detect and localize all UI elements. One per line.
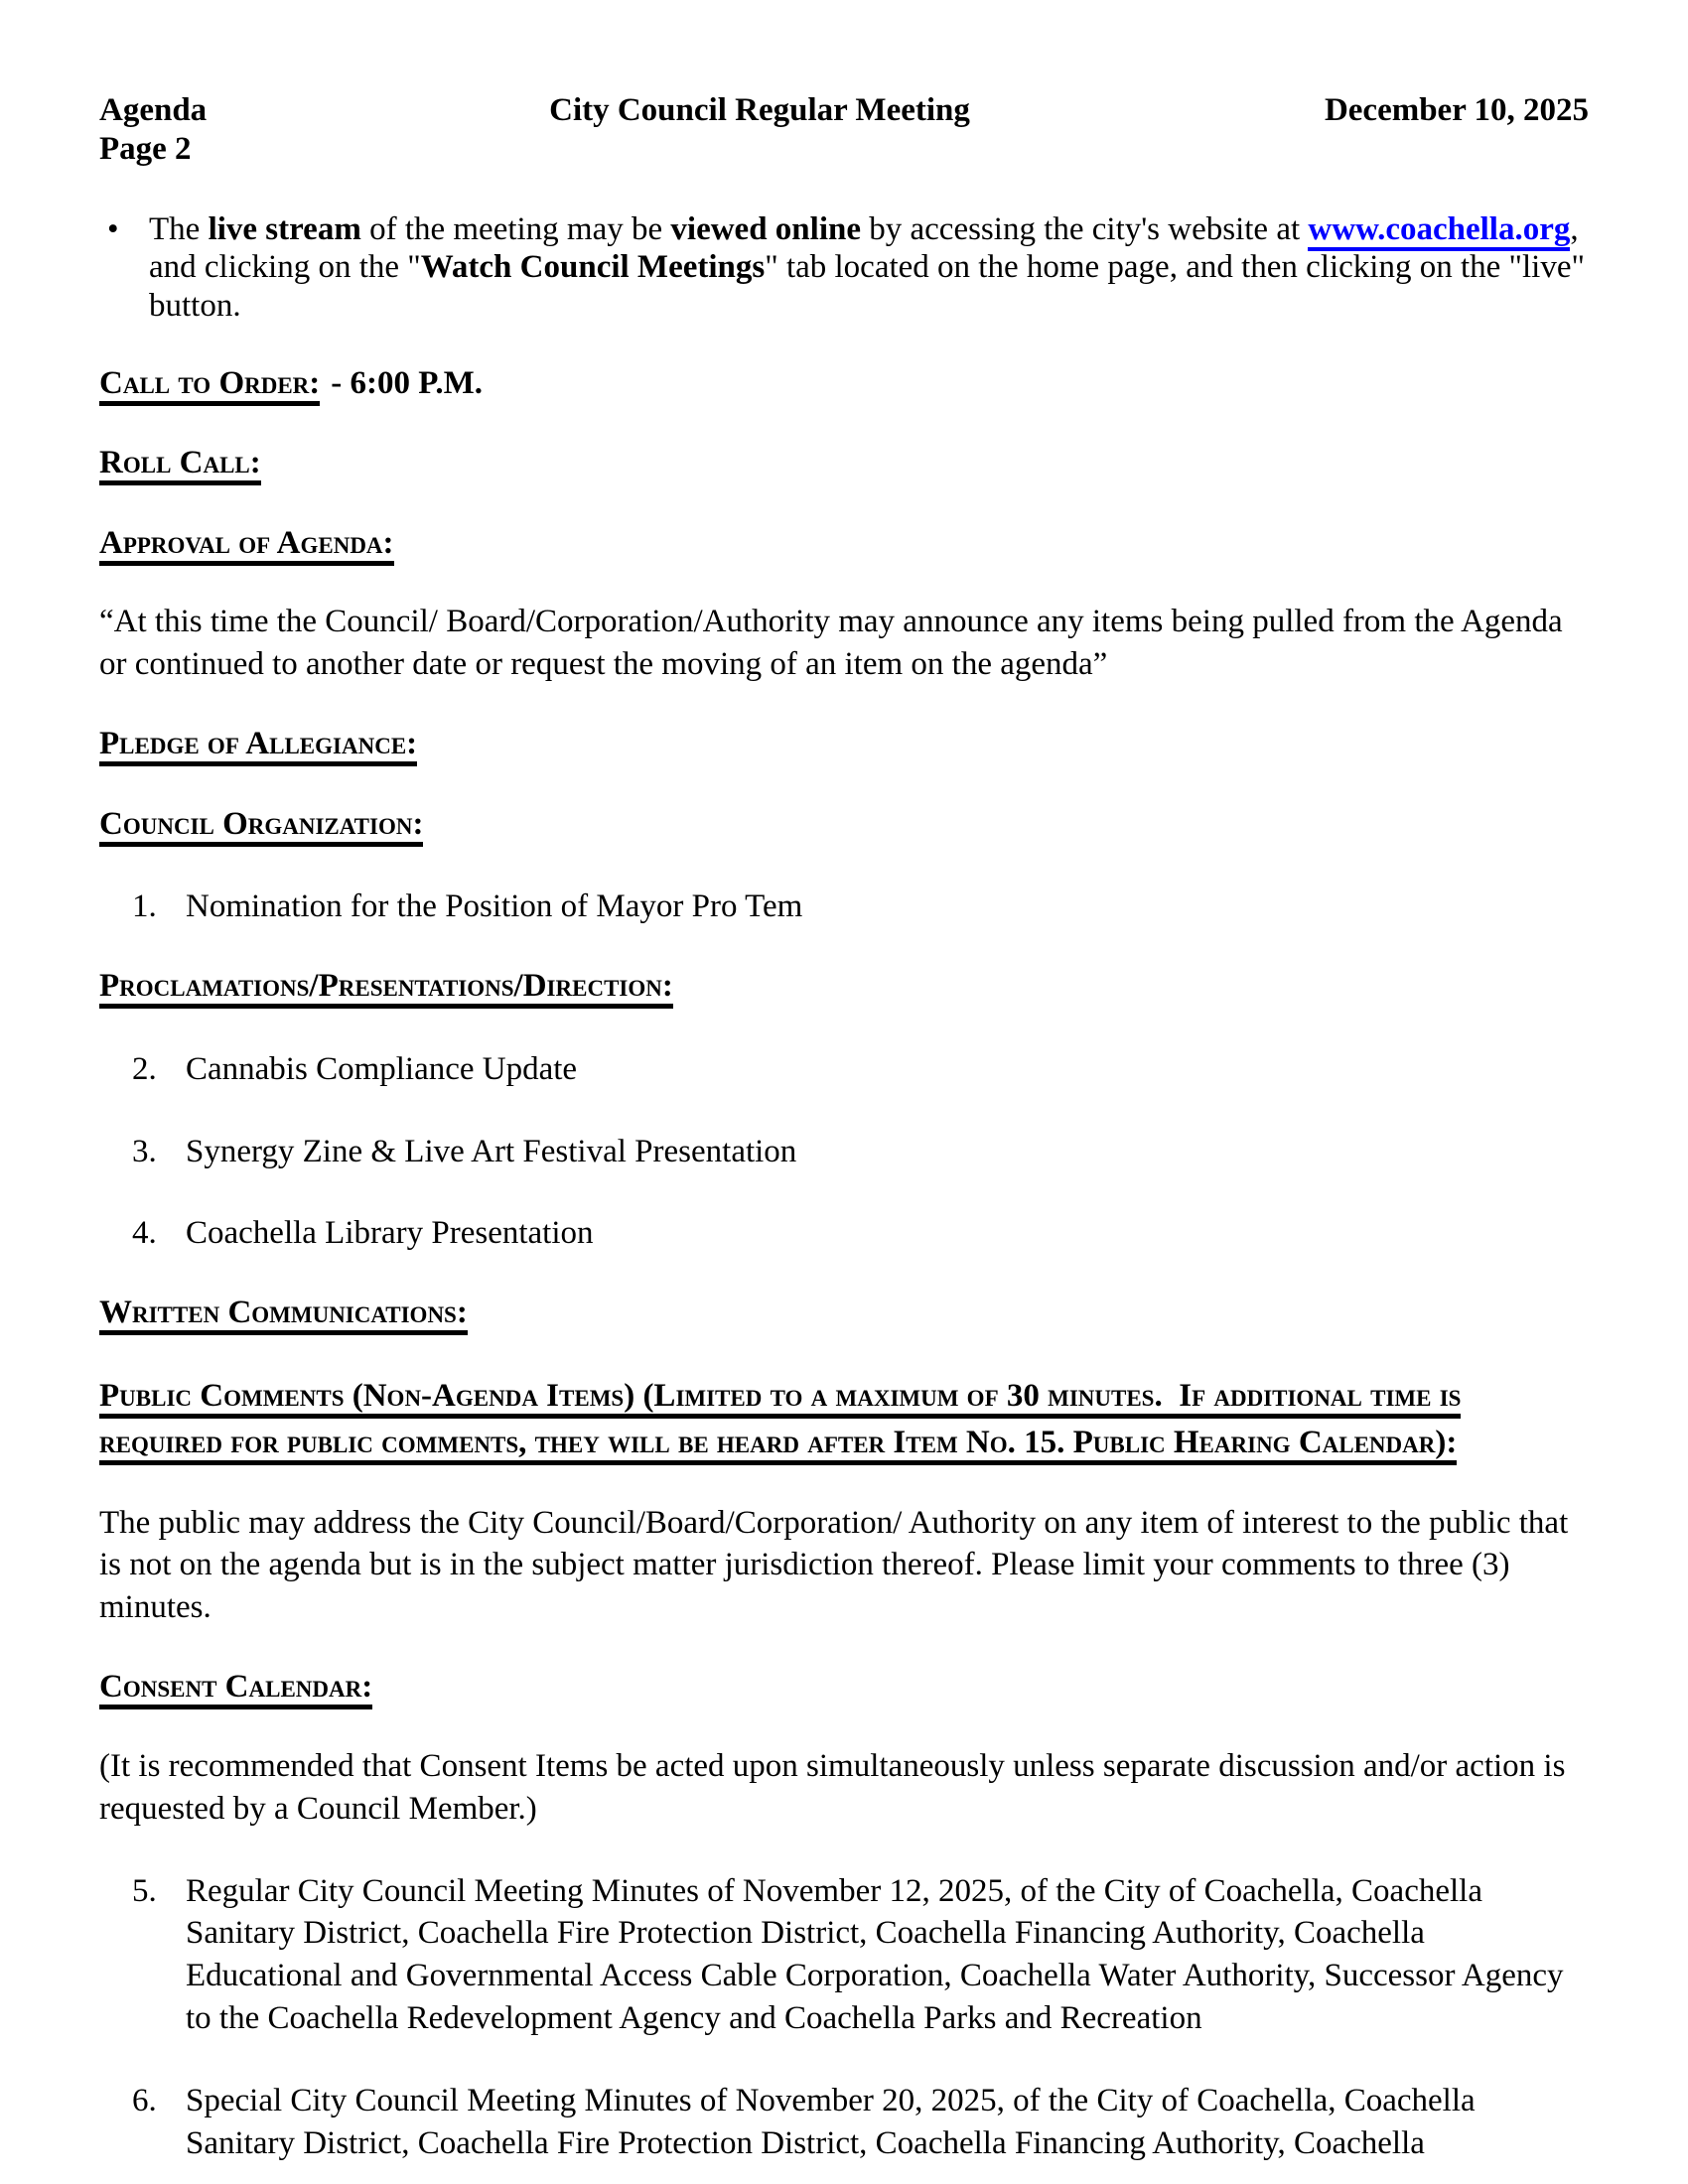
page-number-label: Page 2 bbox=[99, 130, 192, 167]
written-communications-heading: Written Communications: bbox=[99, 1295, 468, 1335]
agenda-item-5 bbox=[99, 1870, 1589, 2041]
live-stream-bullet-text bbox=[149, 210, 1589, 326]
public-comments-heading: Public Comments (Non-Agenda Items) (Limited to a maximum of 30 minutes. If additional time is required for public comments, they will be heard after Item No. 15. Public Hearing Calendar): bbox=[99, 1378, 1461, 1465]
consent-calendar-note: (It is recommended that Consent Items be acted upon simultaneously unless separate discussion and/or action is requested by a Council Member.) bbox=[99, 1747, 1566, 1827]
item-number: 3. bbox=[132, 1133, 157, 1169]
approval-of-agenda-note: “At this time the Council/ Board/Corporation/Authority may announce any items being pulled from the Agenda or continued to another date or request the moving of an item on the agenda” bbox=[99, 604, 1563, 683]
public-comments-line bbox=[99, 1373, 1589, 1466]
proclamations-heading: Proclamations/Presentations/Direction: bbox=[99, 968, 673, 1009]
live-stream-bullet bbox=[99, 210, 1589, 326]
bullet-segment: , and clicking on the " bbox=[149, 210, 1579, 286]
item-number: 4. bbox=[132, 1215, 157, 1252]
bullet-segment-bold: viewed online bbox=[670, 210, 861, 247]
agenda-item-2 bbox=[99, 1048, 1589, 1091]
bullet-icon: • bbox=[107, 210, 119, 247]
bullet-segment: " tab located on the home page, and then clicking on the "live" button. bbox=[149, 249, 1585, 325]
public-comments-note: The public may address the City Council/Board/Corporation/ Authority on any item of interest to the public that is not on the agenda but is in the subject matter jurisdiction thereof. Please limit your comments to three (3) minutes. bbox=[99, 1504, 1569, 1626]
council-organization-line bbox=[99, 803, 1589, 847]
bullet-segment-bold: live stream bbox=[208, 210, 361, 247]
agenda-item-3 bbox=[99, 1131, 1589, 1173]
agenda-item-4 bbox=[99, 1212, 1589, 1255]
coachella-website-link[interactable]: www.coachella.org bbox=[1308, 211, 1570, 251]
item-text: Coachella Library Presentation bbox=[186, 1215, 594, 1252]
agenda-item-6 bbox=[99, 2080, 1589, 2165]
item-number: 5. bbox=[132, 1872, 157, 1909]
call-to-order-heading: Call to Order: bbox=[99, 365, 320, 406]
agenda-item-1 bbox=[99, 886, 1589, 928]
meeting-date: December 10, 2025 bbox=[1324, 92, 1589, 128]
approval-of-agenda-heading: Approval of Agenda: bbox=[99, 525, 394, 566]
written-communications-line bbox=[99, 1292, 1589, 1335]
item-text: Synergy Zine & Live Art Festival Presentation bbox=[186, 1133, 797, 1169]
consent-calendar-heading: Consent Calendar: bbox=[99, 1669, 372, 1709]
bullet-segment-bold: Watch Council Meetings bbox=[420, 249, 766, 286]
item-text: Special City Council Meeting Minutes of November 20, 2025, of the City of Coachella, Coachella Sanitary District, Coachella Fire Protection District, Coachella Financing Authority, Coachella bbox=[186, 2083, 1476, 2162]
consent-calendar-line bbox=[99, 1666, 1589, 1709]
roll-call-heading: Roll Call: bbox=[99, 445, 261, 485]
bullet-segment: The bbox=[149, 210, 209, 247]
call-to-order-line bbox=[99, 362, 1589, 406]
item-text: Regular City Council Meeting Minutes of November 12, 2025, of the City of Coachella, Coachella Sanitary District, Coachella Fire Protection District, Coachella Financing Authority, Coachella Educational and Governmental Access Cable Corporation, Coachella Water Authority, Successor Agency to the Coachella Redevelopment Agency and Coachella Parks and Recreation bbox=[186, 1872, 1564, 2037]
document-header bbox=[99, 91, 1589, 169]
item-text: Cannabis Compliance Update bbox=[186, 1050, 578, 1087]
item-number: 1. bbox=[132, 888, 157, 925]
bullet-segment: by accessing the city's website at bbox=[861, 210, 1309, 247]
roll-call-line bbox=[99, 442, 1589, 485]
proclamations-line bbox=[99, 965, 1589, 1009]
item-text: Nomination for the Position of Mayor Pro Tem bbox=[186, 888, 803, 925]
call-to-order-time: - 6:00 P.M. bbox=[331, 364, 484, 401]
meeting-title: City Council Regular Meeting bbox=[549, 92, 970, 128]
pledge-of-allegiance-heading: Pledge of Allegiance: bbox=[99, 726, 417, 766]
header-left bbox=[99, 91, 357, 169]
item-number: 6. bbox=[132, 2083, 157, 2119]
doc-type-label: Agenda bbox=[99, 92, 208, 128]
bullet-segment: of the meeting may be bbox=[360, 210, 671, 247]
council-organization-heading: Council Organization: bbox=[99, 806, 423, 847]
pledge-of-allegiance-line bbox=[99, 723, 1589, 766]
item-number: 2. bbox=[132, 1050, 157, 1087]
approval-of-agenda-line bbox=[99, 522, 1589, 566]
